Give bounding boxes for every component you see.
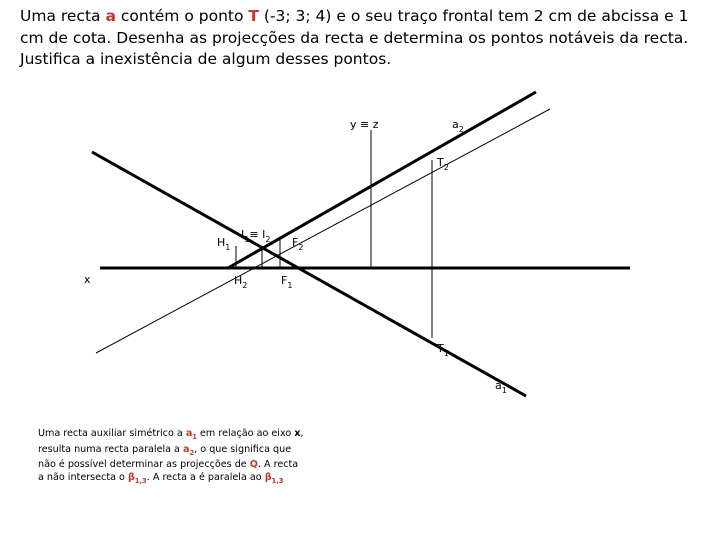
note-text-1: Uma recta auxiliar simétrico a bbox=[38, 428, 186, 439]
note-text-6: . A recta a é paralela ao bbox=[146, 471, 265, 483]
label-t2: $T_2$ bbox=[437, 156, 449, 172]
label-f1: $F_1$ bbox=[281, 274, 293, 290]
note-q: Q bbox=[249, 459, 258, 470]
label-h2: $H_2$ bbox=[234, 274, 248, 290]
label-t1: $T_1$ bbox=[437, 342, 449, 358]
statement-part-2: contém o ponto bbox=[115, 7, 249, 25]
label-yz-axis: y ≡ z bbox=[350, 118, 379, 131]
note-text-5: . A recta a não intersecta o bbox=[38, 459, 299, 483]
line-a-highlight: a bbox=[105, 7, 116, 25]
note-a2: $a_2$ bbox=[183, 443, 195, 457]
note-x-axis: x bbox=[294, 428, 301, 439]
label-x-axis: x bbox=[84, 273, 91, 286]
label-h1: $H_1$ bbox=[217, 236, 231, 252]
note-text-3: , resulta numa recta paralela a bbox=[38, 428, 304, 455]
note-text-2: em relação ao eixo bbox=[196, 428, 295, 439]
auxiliary-line bbox=[96, 109, 550, 353]
label-a1: $a_1$ bbox=[495, 379, 507, 395]
note-beta-13: $\beta_{1,3}$ bbox=[127, 471, 147, 485]
justification-note bbox=[38, 428, 306, 487]
label-i1-i2: $I_1\equiv I_2$ bbox=[241, 228, 271, 244]
projection-a2 bbox=[228, 92, 536, 268]
label-a2: $a_2$ bbox=[452, 118, 464, 134]
note-a1: $a_1$ bbox=[185, 428, 197, 441]
statement-part-1: Uma recta bbox=[20, 7, 106, 25]
label-f2: $F_2$ bbox=[292, 236, 304, 252]
statement-part-3: (-3; 3; 4) e o seu traço frontal tem 2 cm de abcissa e 1 cm de cota. Desenha as projecções da recta e determina os pontos notáveis da recta. Justifica a inexistência de algum desses pontos. bbox=[20, 7, 689, 68]
note-beta-13-2: $\beta_{1,3}$ bbox=[264, 471, 284, 485]
projection-a1 bbox=[92, 152, 526, 396]
note-text-4: , o que significa que não é possível determinar as projecções de bbox=[38, 443, 292, 470]
point-t-highlight: T bbox=[248, 7, 259, 25]
